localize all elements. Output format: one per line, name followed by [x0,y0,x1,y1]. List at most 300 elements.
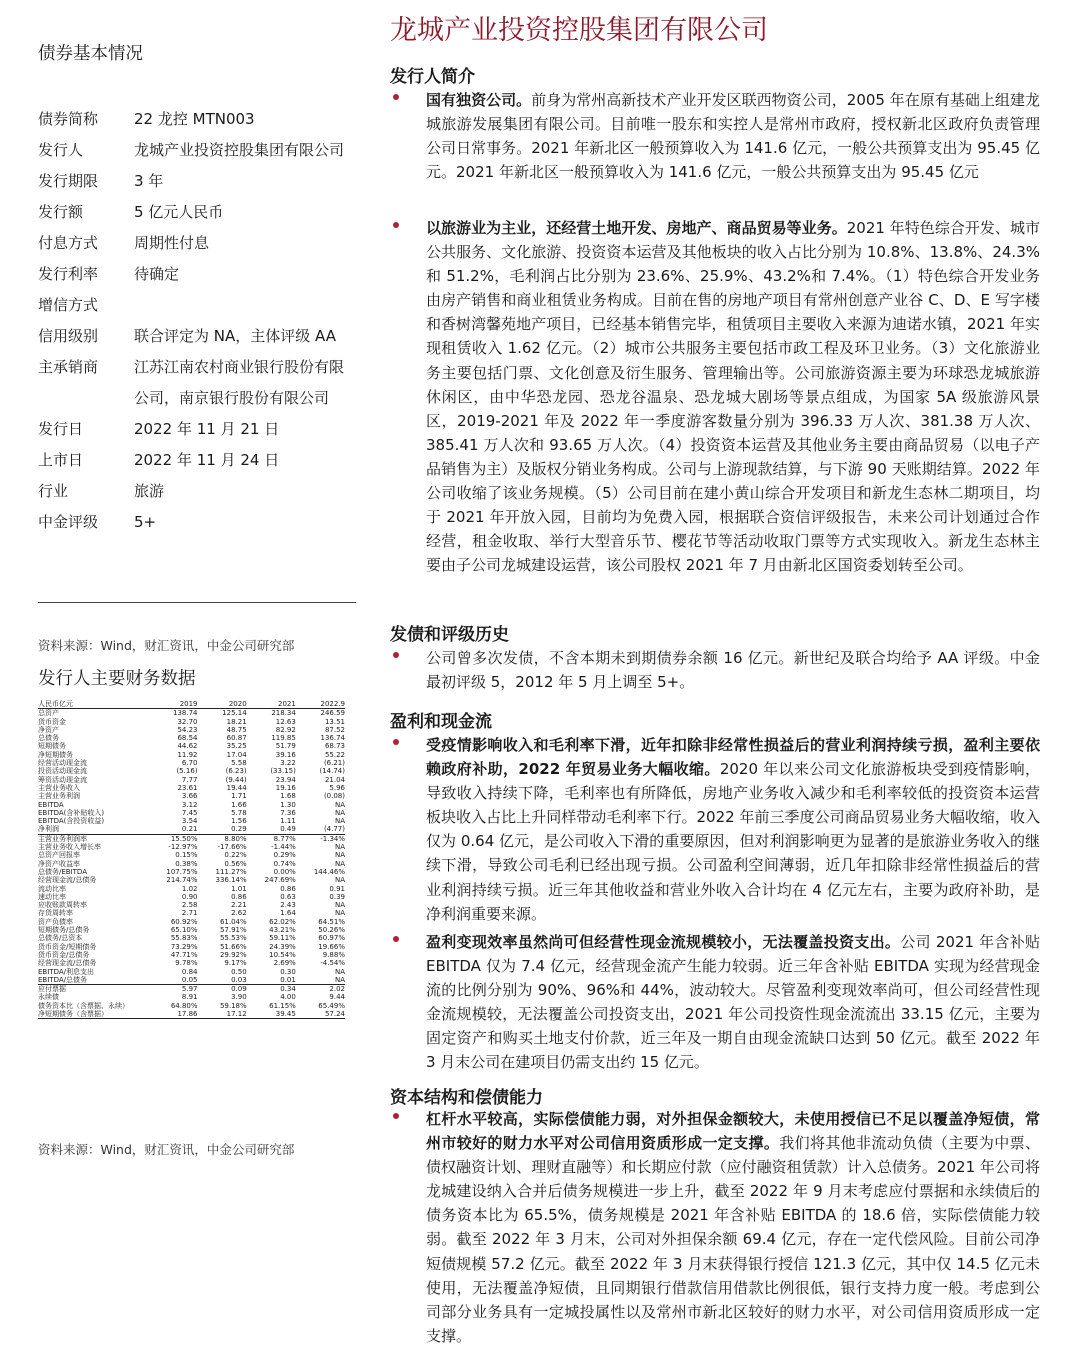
table-row-label: 主营业务收入增长率 [38,843,101,852]
bullet-text: 公司曾多次发债，不含本期未到期债券余额 16 亿元。新世纪及联合均给予 AA 评级。中金最初评级 5，2012 年 5 月上调至 5+。 [426,649,1040,692]
table-cell: 0.21 [148,825,197,834]
table-cell: 12.63 [275,717,296,726]
table-row-label: 货币资金 [38,717,66,726]
basic-info-value [134,290,348,321]
table-cell: 0.56% [224,859,247,868]
table-cell: 0.34 [280,985,296,994]
table-cell: 82.92 [275,725,296,734]
basic-info-key: 发行利率 [38,265,99,283]
table-row-label: 主营业务收入 [38,783,80,792]
section-profit-cashflow: 盈利和现金流 [390,712,492,732]
bullet-lead: 国有独资公司。 [426,91,532,109]
table-row-label: 净短期债务（含票据） [38,1010,148,1019]
table-cell: 0.29 [198,825,247,834]
table-cell: NA [334,967,345,976]
table-cell: 1.11 [280,817,296,826]
table-cell: (0.08) [323,792,345,801]
table-row-label: 主营业务利润率 [38,834,87,843]
basic-info-value: 2022 年 11 月 21 日 [134,420,280,438]
table-cell: 61.15% [269,1001,296,1010]
table-row [38,901,345,909]
table-cell: 60.97% [318,934,345,943]
table-cell: 0.01 [247,976,296,985]
table-row-label: 筹资活动现金流 [38,775,87,784]
table-row [38,943,345,951]
table-cell: (6.21) [323,759,345,768]
table-cell: 10.54% [269,950,296,959]
table-cell: NA [334,901,345,910]
table-row-label: 经营现金流/总债务 [38,876,97,885]
basic-info-value: 周期性付息 [134,234,210,252]
basic-info-row [38,476,348,507]
basic-info-row [38,228,348,259]
table-cell: 0.00% [273,867,296,876]
basic-info-key: 发行人 [38,141,84,159]
table-cell: 17.86 [148,1010,197,1019]
table-row [38,951,345,959]
table-row-label: 人民币亿元 [38,700,148,709]
basic-info-value: 22 龙控 MTN003 [134,110,255,128]
table-cell: NA [296,976,345,985]
table-cell: 51.66% [219,942,247,951]
table-cell: 39.45 [247,1010,296,1019]
table-row-label: 总债务 [38,734,59,743]
basic-info-value: 2022 年 11 月 24 日 [134,451,280,469]
table-cell: 1.68 [280,792,296,801]
table-row [38,909,345,917]
table-cell: 8.91 [181,993,198,1002]
table-cell: 119.85 [271,734,296,743]
table-row [38,767,345,775]
financial-table-wrap [38,700,345,1019]
table-cell: 61.04% [219,917,247,926]
table-row [38,876,345,884]
table-cell: 0.86 [231,892,247,901]
table-cell: 0.39 [329,892,345,901]
bullet-issuer-ownership [390,88,1040,184]
table-row-label: 净利润 [38,825,148,834]
table-cell: 1.71 [231,792,247,801]
table-cell: NA [334,808,345,817]
table-cell: 2.02 [329,985,345,994]
table-cell: (14.74) [319,767,345,776]
table-cell: (6.23) [225,767,247,776]
table-row [38,885,345,893]
table-cell: 0.29% [273,851,296,860]
basic-info-key: 行业 [38,482,69,500]
table-row [38,700,345,709]
table-row-label: 投资活动现金流 [38,767,87,776]
table-cell: 48.75 [226,725,247,734]
financial-data-heading: 发行人主要财务数据 [38,669,196,689]
table-row [38,792,345,800]
table-row [38,1002,345,1010]
basic-info-value: 5+ [134,513,157,531]
table-row [38,825,345,834]
table-cell: 0.90 [181,892,198,901]
table-cell: 6.70 [181,759,198,768]
table-cell: 5.96 [329,783,345,792]
bullet-dot [393,936,399,942]
section-issuer-intro: 发行人简介 [390,67,475,87]
table-cell: 9.88% [322,950,345,959]
table-cell: 138.74 [173,709,198,718]
financial-table [38,700,345,1019]
table-cell: 11.92 [177,750,198,759]
table-cell: 73.29% [170,942,198,951]
basic-info-row [38,104,348,135]
basic-info-value: 江苏江南农村商业银行股份有限公司，南京银行股份有限公司 [134,358,345,407]
basic-info-key: 中金评级 [38,513,99,531]
table-row [38,809,345,817]
table-cell: 17.12 [198,1010,247,1019]
table-cell: 8.80% [224,834,247,843]
table-cell: 50.26% [318,926,345,935]
bullet-dot [393,739,399,745]
table-cell: 59.11% [269,934,296,943]
table-cell: 218.34 [271,709,296,718]
basic-info-key: 上市日 [38,451,84,469]
table-cell: NA [334,800,345,809]
bullet-dot [393,94,399,100]
table-cell: 3.12 [181,800,198,809]
table-cell: 15.50% [170,834,198,843]
table-cell: -1.44% [271,843,296,852]
table-row [38,801,345,809]
table-cell: 9.17% [224,959,247,968]
table-cell: 0.50 [231,967,247,976]
table-row-label: 总债务/总资本 [38,934,83,943]
table-cell: 107.75% [166,867,198,876]
table-cell: 68.73 [324,742,345,751]
basic-info-row [38,321,348,352]
table-cell: 0.86 [280,884,296,893]
table-cell: 1.66 [231,800,247,809]
bullet-lead: 受疫情影响收入和毛利率下滑，近年扣除非经常性损益后的营业利润持续亏损，盈利主要依赖政府补助，2022 年贸易业务大幅收缩。 [426,736,1040,779]
table-cell: 111.27% [215,867,247,876]
table-cell: -12.97% [168,843,198,852]
table-cell: 2.62 [231,909,247,918]
table-cell: 2.43 [280,901,296,910]
table-cell: 0.03 [198,976,247,985]
basic-info-row [38,197,348,228]
table-cell: 1.01 [231,884,247,893]
table-row-label: 短期债务/总债务 [38,926,90,935]
table-cell: 65.10% [170,926,198,935]
table-cell: 32.70 [177,717,198,726]
basic-info-list [38,104,348,538]
section-capital-structure: 资本结构和偿债能力 [390,1088,543,1108]
table-cell: 51.79 [275,742,296,751]
table-row [38,959,345,967]
bullet-lead: 以旅游业为主业，还经营土地开发、房地产、商品贸易等业务。 [426,219,847,237]
table-cell: 2.69% [273,959,296,968]
basic-info-key: 发行期限 [38,172,99,190]
table-cell: -1.34% [320,834,345,843]
table-cell: 43.21% [269,926,296,935]
table-row-label: 经营现金流/总债务 [38,959,97,968]
basic-info-value: 龙城产业投资控股集团有限公司 [134,141,345,159]
bullet-text: 公司 2021 年含补贴 EBITDA 仅为 7.4 亿元，经营现金流产生能力较弱。近三年含补贴 EBITDA 实现为经营现金流的比例分别为 90%、96%和 44%，波动较大。尽管盈利变现效率尚可，但公司经营性现金流规模较，无法覆盖公司投资支出，2021 年公司投资性现金流流出 33.15 亿元，主要为固定资产和购买土地支付价款，近三年及一期自由现金流缺口达到 50 亿元。截至 2022 年 3 月末公司在建项目仍需支出约 15 亿元。 [426,933,1040,1072]
table-row [38,709,345,718]
table-cell: 0.15% [175,851,198,860]
table-row [38,851,345,859]
table-row-label: 总资产 [38,709,59,718]
table-row-label: 货币资金/总债务 [38,950,90,959]
table-cell: 0.63 [280,892,296,901]
table-cell: 5.78 [231,808,247,817]
bullet-dot [393,222,399,228]
bullet-lead: 杠杆水平较高，实际偿债能力弱，对外担保金额较大，未使用授信已不足以覆盖净短债，常州市较好的财力水平对公司信用资质形成一定支撑。 [426,1110,1040,1153]
basic-info-key: 增信方式 [38,296,99,314]
table-row [38,718,345,726]
table-row [38,1010,345,1019]
table-row-label: EBITDA(含补贴收入) [38,808,105,817]
table-cell: 44.62 [177,742,198,751]
table-row [38,934,345,942]
divider [38,602,356,603]
table-cell: 3.54 [181,817,198,826]
table-row-label: EBITDA/总债务 [38,976,148,985]
table-cell: 2.21 [231,901,247,910]
table-cell: 18.21 [226,717,247,726]
basic-info-key: 发行额 [38,203,84,221]
table-cell: 4.00 [280,993,296,1002]
table-row-label: 存货周转率 [38,909,73,918]
table-row-label: 主营业务利润 [38,792,80,801]
table-cell: 5.58 [231,759,247,768]
table-cell: (4.77) [296,825,345,834]
table-cell: (9.44) [225,775,247,784]
table-row [38,742,345,750]
bullet-text: 我们将其他非流动负债（主要为中票、债权融资计划、理财直融等）和长期应付款（应付融资租赁款）计入总债务。2021 年公司将龙城建设纳入合并后债务规模进一步上升，截至 2022 年 9 月末考虑应付票据和永续债后的债务资本比为 65.5%，债务规模是 2021 年含补贴 EBITDA 的 18.6 倍，实际偿债能力较弱。截至 2022 年 3 月末，公司对外担保余额 69.4 亿元，存在一定代偿风险。目前公司净短债规模 57.2 亿元。截至 2022 年 3 月末获得银行授信 121.3 亿元，其中仅 14.5 亿元未使用，无法覆盖净短债，且同期银行借款信用借款比例很低，银行支持力度一般。考虑到公司部分业务具有一定城投属性以及常州市新北区较好的财力水平，对公司信用资质形成一定支撑。 [426,1134,1040,1345]
table-row-label: EBITDA [38,800,64,809]
table-cell: 0.30 [280,967,296,976]
table-cell: 57.24 [296,1010,345,1019]
basic-info-value: 联合评定为 NA，主体评级 AA [134,327,336,345]
table-cell: 3.66 [181,792,198,801]
basic-info-row [38,507,348,538]
table-row-label: 永续债 [38,993,59,1002]
basic-info-key: 付息方式 [38,234,99,252]
table-cell: 35.25 [226,742,247,751]
basic-info-heading: 债券基本情况 [38,44,143,64]
table-cell: 0.22% [224,851,247,860]
basic-info-key: 信用级别 [38,327,99,345]
table-row-label: 短期债务 [38,742,66,751]
table-cell: 60.87 [226,734,247,743]
basic-info-value: 5 亿元人民币 [134,203,224,221]
table-row-label: 净短期债务 [38,750,73,759]
table-row [38,860,345,868]
basic-info-value: 待确定 [134,265,180,283]
table-cell: 23.61 [177,783,198,792]
table-cell: 8.77% [273,834,296,843]
table-cell: NA [334,843,345,852]
basic-info-key: 主承销商 [38,358,99,376]
table-row [38,868,345,876]
table-cell: 7.45 [181,808,198,817]
table-cell: NA [334,851,345,860]
basic-info-key: 债券简称 [38,110,99,128]
basic-info-row [38,166,348,197]
table-row [38,976,345,985]
bullet-cashflow [390,930,1040,1075]
table-cell: 17.04 [226,750,247,759]
table-cell: 336.14% [215,876,247,885]
table-cell: 55.22 [324,750,345,759]
basic-info-value: 3 年 [134,172,164,190]
basic-info-key: 发行日 [38,420,84,438]
bullet-text: 前身为常州高新技术产业开发区联西物资公司，2005 年在原有基础上组建龙城旅游发展集团有限公司。目前唯一股东和实控人是常州市政府，授权新北区政府负责管理公司日常事务。2021 年新北区一般预算收入为 141.6 亿元，一般公共预算支出为 95.45 亿元。2021 年新北区一般预算收入为 141.6 亿元，一般公共预算支出为 95.45 亿元 [426,91,1040,182]
table-cell: 2022.9 [296,700,345,709]
table-row-label: 应付票据 [38,985,66,994]
table-cell: 55.83% [170,934,198,943]
basic-info-row [38,414,348,445]
table-row [38,843,345,851]
table-row [38,926,345,934]
table-cell: 214.74% [166,876,198,885]
table-cell: 54.23 [177,725,198,734]
table-cell: (5.16) [176,767,198,776]
table-cell: 0.38% [175,859,198,868]
table-row-label: 速动比率 [38,892,66,901]
table-row [38,784,345,792]
table-cell: 19.16 [275,783,296,792]
bullet-dot [393,652,399,658]
table-cell: 2020 [198,700,247,709]
table-cell: 9.78% [175,959,198,968]
table-row [38,834,345,843]
table-row-label: 总资产回报率 [38,851,80,860]
table-cell: -4.54% [320,959,345,968]
table-cell: 59.18% [219,1001,247,1010]
table-row [38,817,345,825]
table-cell: 0.09 [231,985,247,994]
table-row-label: 净资产收益率 [38,859,80,868]
table-row-label: 应收账款周转率 [38,901,87,910]
table-cell: 7.36 [280,808,296,817]
table-cell: 13.51 [324,717,345,726]
table-row-label: 资产负债率 [38,917,73,926]
bullet-capital-structure [390,1107,1040,1348]
table-cell: 39.16 [275,750,296,759]
table-cell: 1.30 [280,800,296,809]
company-title: 龙城产业投资控股集团有限公司 [390,15,768,46]
table-cell: NA [334,909,345,918]
basic-info-row [38,290,348,321]
table-cell: 0.84 [181,967,198,976]
table-cell: 0.91 [329,884,345,893]
table-cell: NA [334,876,345,885]
table-row [38,918,345,926]
table-row [38,893,345,901]
table-cell: 64.51% [318,917,345,926]
table-cell: 1.02 [181,884,198,893]
table-cell: 3.22 [280,759,296,768]
bullet-text: 2021 年特色综合开发、城市公共服务、文化旅游、投资资本运营及其他板块的收入占比分别为 10.8%、13.8%、24.3%和 51.2%，毛利润占比分别为 23.6%、25.9%、43.2%和 7.4%。（1）特色综合开发业务由房产销售和商业租赁业务构成。目前在售的房地产项目有常州创意产业谷 C、D、E 写字楼和香树湾馨苑地产项目，已经基本销售完毕，租赁项目主要收入来源为迪诺水镇，2021 年实现租赁收入 1.62 亿元。（2）城市公共服务主要包括市政工程及环卫业务。（3）文化旅游业务主要包括门票、文化创意及衍生服务、管理输出等。公司旅游资源主要为环球恐龙城旅游休闲区，由中华恐龙园、恐龙谷温泉、恐龙城大剧场等景点组成，为国家 5A 级旅游风景区，2019-2021 年及 2022 年一季度游客数量分别为 396.33 万人次、381.38 万人次、385.41 万人次和 93.65 万人次。（4）投资资本运营及其他业务主要由商品贸易（以电子产品销售为主）及版权分销业务构成。公司与上游现款结算，与下游 90 天账期结算。2022 年公司收缩了该业务规模。（5）公司目前在建小黄山综合开发项目和新龙生态林二期项目，均于 2021 年开放入园，目前均为免费入园，根据联合资信评级报告，未来公司计划通过合作经营，租金收取、举行大型音乐节、樱花节等活动收取门票等方式实现收入。新龙生态林主要由子公司龙城建设运营，该公司股权 2021 年 7 月由新北区国资委划转至公司。 [426,219,1040,575]
basic-info-row [38,135,348,166]
bullet-dot [393,1113,399,1119]
section-issuance-history: 发债和评级历史 [390,625,509,645]
table-row-label: 净资产 [38,725,59,734]
table-cell: -17.66% [217,843,247,852]
table-cell: 0.49 [247,825,296,834]
table-cell: 19.66% [318,942,345,951]
table-cell: 7.77 [181,775,198,784]
table-row-label: 总债务/EBITDA [38,867,87,876]
bullet-text: 2020 年以来公司文化旅游板块受到疫情影响，导致收入持续下降，毛利率也有所降低，房地产业务收入减少和毛利率较低的投资资本运营板块收入占比上升同样带动毛利率下行。2022 年前三季度公司商品贸易业务大幅收缩，收入仅为 0.64 亿元，是公司收入下滑的重要原因，但对利润影响更为显著的是旅游业务收入的继续下滑，导致公司毛利已经出现亏损。公司盈利空间薄弱，近几年扣除非经常性损益后的营业利润持续亏损。近三年其他收益和营业外收入合计均在 4 亿元左右，主要为政府补助，是净利润重要来源。 [426,760,1040,923]
table-cell: 246.59 [320,709,345,718]
table-cell: NA [334,859,345,868]
table-row [38,776,345,784]
table-cell: 2.71 [181,909,198,918]
table-cell: 0.05 [148,976,197,985]
table-cell: 21.04 [324,775,345,784]
table-cell: 2021 [247,700,296,709]
bullet-profitability [390,733,1040,926]
bullet-lead: 盈利变现效率虽然尚可但经营性现金流规模较小，无法覆盖投资支出。 [426,933,901,951]
bullet-issuance-history [390,646,1040,694]
table-cell: 136.74 [320,734,345,743]
table-row [38,734,345,742]
table-cell: 60.92% [170,917,198,926]
table-cell: 62.02% [269,917,296,926]
table-cell: 1.64 [280,909,296,918]
table-cell: 125.14 [222,709,247,718]
source-note-1: 资料来源：Wind，财汇资讯，中金公司研究部 [38,638,295,653]
table-cell: 64.80% [170,1001,198,1010]
table-row-label: 经营活动现金流 [38,759,87,768]
bullet-business [390,216,1040,577]
basic-info-row [38,352,348,414]
table-row [38,726,345,734]
table-cell: 247.69% [264,876,296,885]
table-cell: 19.44 [226,783,247,792]
table-row-label: EBITDA(含投资收益) [38,817,105,826]
basic-info-value: 旅游 [134,482,165,500]
table-cell: 87.52 [324,725,345,734]
source-note-2: 资料来源：Wind，财汇资讯，中金公司研究部 [38,1142,295,1157]
basic-info-row [38,445,348,476]
table-cell: 23.94 [275,775,296,784]
table-row-label: EBITDA/利息支出 [38,967,94,976]
table-cell: 0.74% [273,859,296,868]
table-cell: 47.71% [170,950,198,959]
table-row [38,985,345,994]
table-cell: 144.46% [313,867,345,876]
table-row [38,993,345,1001]
table-row-label: 流动比率 [38,884,66,893]
table-cell: 29.92% [219,950,247,959]
table-cell: 3.90 [231,993,247,1002]
table-cell: 65.49% [318,1001,345,1010]
table-cell: 5.97 [181,985,198,994]
table-cell: 2.58 [181,901,198,910]
table-cell: NA [334,817,345,826]
table-cell: 68.54 [177,734,198,743]
table-row-label: 货币资金/短期债务 [38,942,97,951]
table-cell: 2019 [148,700,197,709]
table-row-label: 债务资本比（含票据、永续） [38,1001,129,1010]
table-cell: 24.39% [269,942,296,951]
basic-info-row [38,259,348,290]
table-cell: 57.91% [219,926,247,935]
table-cell: 1.56 [231,817,247,826]
table-cell: (33.15) [270,767,296,776]
table-row [38,968,345,976]
table-row [38,751,345,759]
